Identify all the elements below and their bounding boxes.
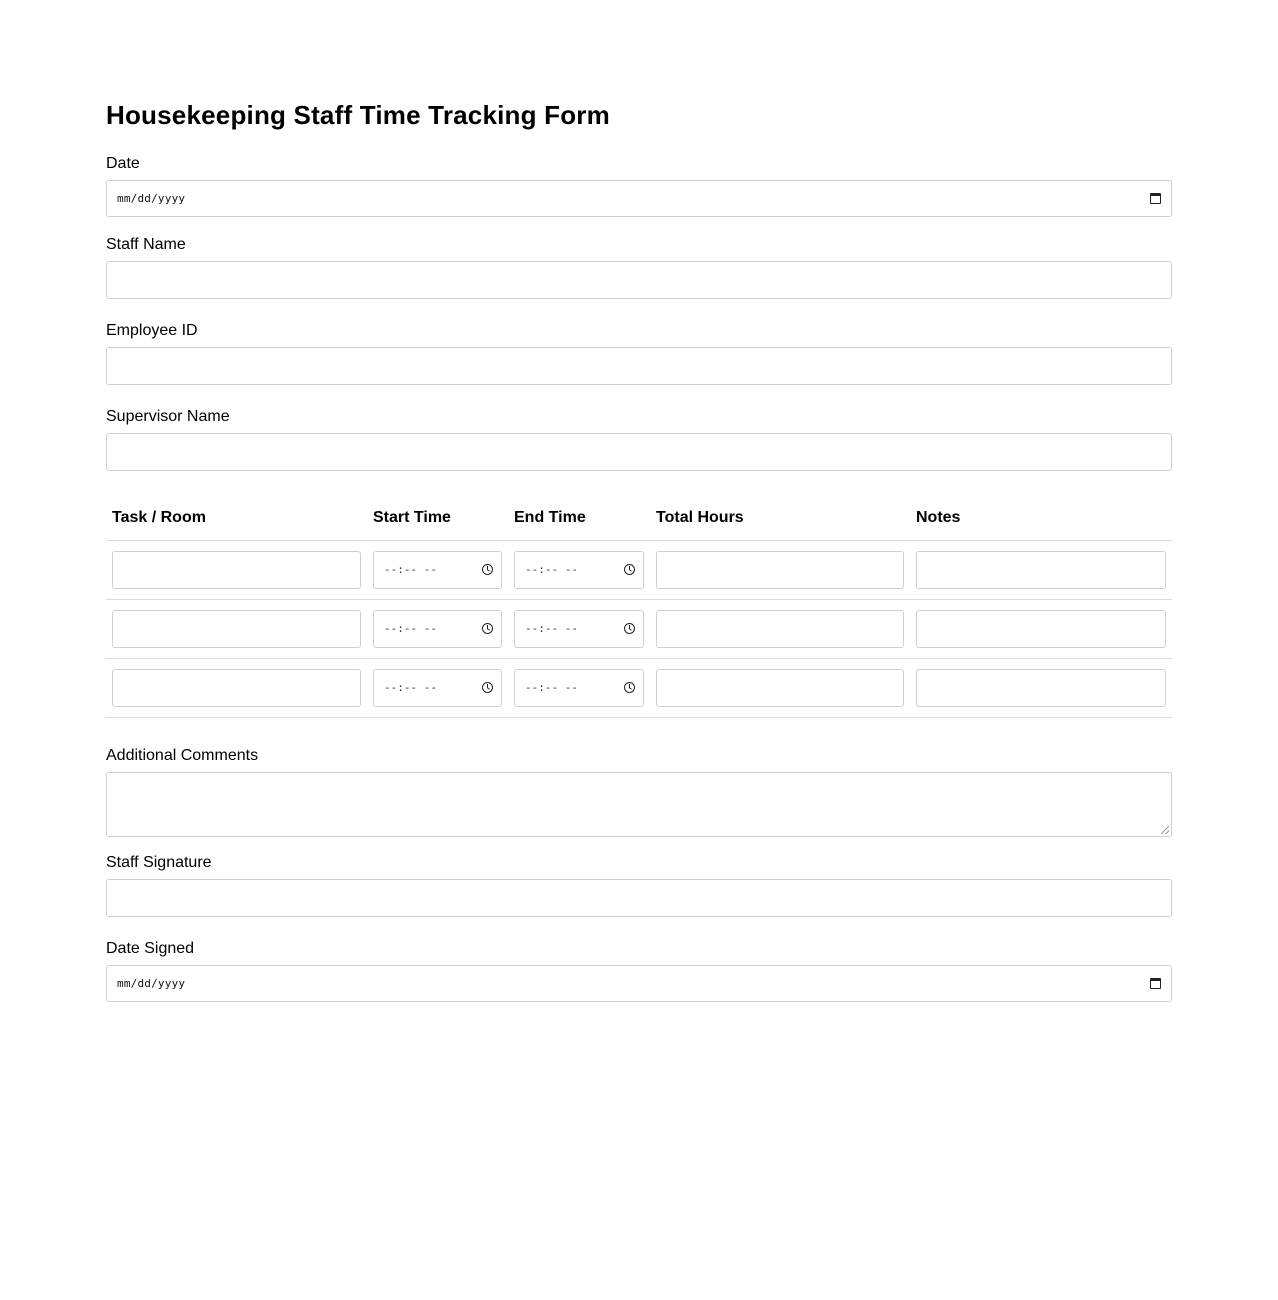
staff-name-input[interactable] (106, 261, 1172, 299)
staff-name-label: Staff Name (106, 236, 186, 253)
header-start-time: Start Time (367, 496, 508, 540)
hours-cell (650, 658, 910, 717)
header-notes: Notes (910, 496, 1172, 540)
table-row (106, 658, 1172, 717)
end-cell (508, 658, 650, 717)
comments-textarea[interactable] (106, 772, 1172, 837)
table-row (106, 540, 1172, 599)
date-label: Date (106, 155, 140, 172)
clock-icon[interactable] (624, 682, 635, 693)
start-cell (367, 540, 508, 599)
total-hours-input[interactable] (656, 551, 904, 589)
end-time-input[interactable] (514, 551, 644, 589)
date-group (106, 154, 1172, 217)
task-room-input[interactable] (112, 669, 361, 707)
employee-id-group (106, 321, 1172, 385)
end-cell (508, 540, 650, 599)
task-cell (106, 599, 367, 658)
start-time-input[interactable] (373, 610, 502, 648)
notes-input[interactable] (916, 610, 1166, 648)
date-input[interactable] (106, 180, 1172, 217)
clock-icon[interactable] (624, 564, 635, 575)
hours-cell (650, 540, 910, 599)
comments-label: Additional Comments (106, 746, 259, 764)
task-cell (106, 658, 367, 717)
task-room-input[interactable] (112, 610, 361, 648)
end-time-input[interactable] (514, 669, 644, 707)
end-time-value: --:-- -- (525, 563, 578, 576)
hours-cell (650, 599, 910, 658)
supervisor-name-input[interactable] (106, 433, 1172, 471)
date-placeholder: mm/dd/yyyy (117, 192, 186, 205)
staff-name-group (106, 235, 1172, 299)
start-time-value: --:-- -- (384, 622, 437, 635)
notes-cell (910, 658, 1172, 717)
start-time-value: --:-- -- (384, 563, 437, 576)
tasks-table (106, 496, 1172, 718)
date-signed-placeholder: mm/dd/yyyy (117, 976, 186, 990)
employee-id-label: Employee ID (106, 322, 198, 339)
start-cell (367, 599, 508, 658)
page-title: Housekeeping Staff Time Tracking Form (106, 100, 610, 130)
end-time-input[interactable] (514, 610, 644, 648)
total-hours-input[interactable] (656, 610, 904, 648)
date-signed-group (106, 939, 1172, 1002)
comments-group (106, 746, 1172, 837)
notes-cell (910, 599, 1172, 658)
notes-input[interactable] (916, 669, 1166, 707)
date-signed-input[interactable] (106, 965, 1172, 1002)
end-cell (508, 599, 650, 658)
calendar-icon[interactable] (1150, 193, 1161, 204)
supervisor-name-label: Supervisor Name (106, 408, 230, 425)
total-hours-input[interactable] (656, 669, 904, 707)
supervisor-name-group (106, 407, 1172, 471)
notes-cell (910, 540, 1172, 599)
signature-input[interactable] (106, 879, 1172, 917)
calendar-icon[interactable] (1150, 978, 1161, 989)
header-end-time: End Time (508, 496, 650, 540)
end-time-value: --:-- -- (525, 622, 578, 635)
task-room-input[interactable] (112, 551, 361, 589)
clock-icon[interactable] (624, 623, 635, 634)
start-cell (367, 658, 508, 717)
end-time-value: --:-- -- (525, 681, 578, 694)
notes-input[interactable] (916, 551, 1166, 589)
header-total-hours: Total Hours (650, 496, 910, 540)
resize-grip-icon[interactable] (1161, 826, 1169, 834)
signature-label: Staff Signature (106, 853, 212, 871)
clock-icon[interactable] (482, 682, 493, 693)
start-time-input[interactable] (373, 669, 502, 707)
task-cell (106, 540, 367, 599)
employee-id-input[interactable] (106, 347, 1172, 385)
signature-group (106, 853, 1172, 917)
clock-icon[interactable] (482, 623, 493, 634)
start-time-input[interactable] (373, 551, 502, 589)
header-task-room: Task / Room (106, 496, 367, 540)
table-row (106, 599, 1172, 658)
clock-icon[interactable] (482, 564, 493, 575)
start-time-value: --:-- -- (384, 681, 437, 694)
date-signed-label: Date Signed (106, 939, 195, 957)
time-tracking-form (106, 98, 1172, 1002)
table-header-row (106, 496, 1172, 540)
